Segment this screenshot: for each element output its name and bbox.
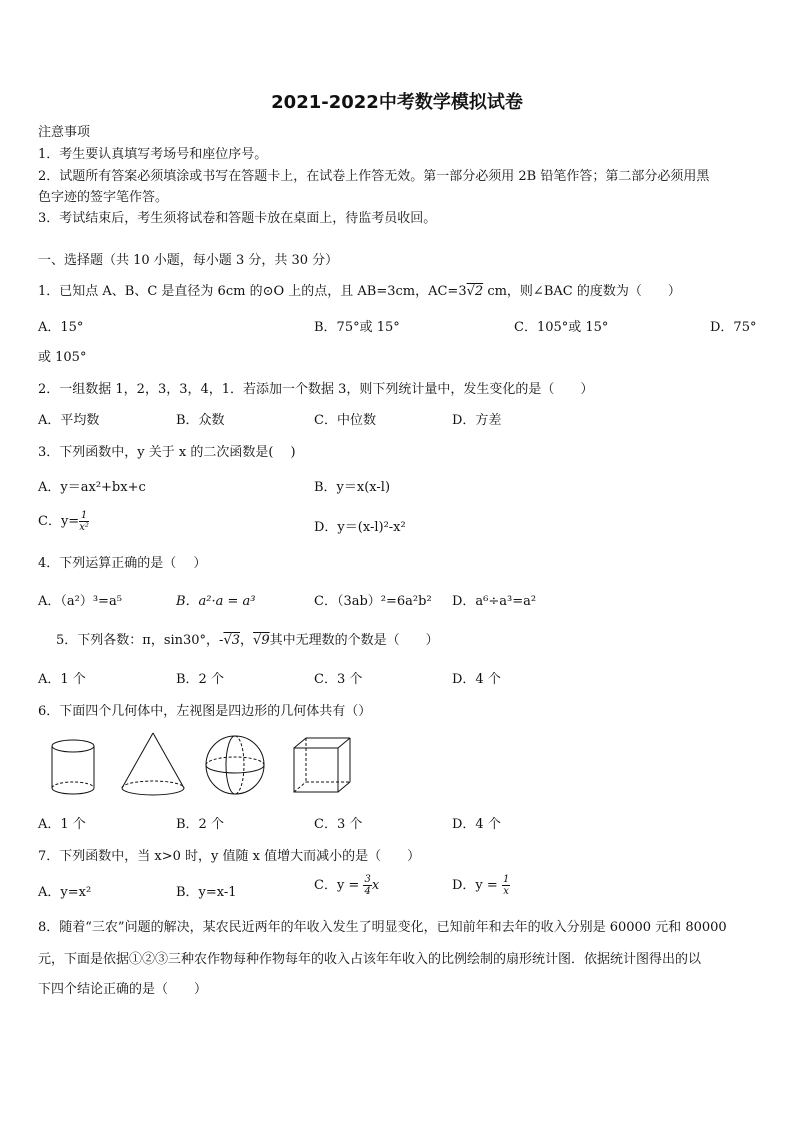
notice-heading: 注意事项 <box>38 125 91 140</box>
q3-option-b: B．y＝x(x-l) <box>314 480 391 495</box>
sqrt-2: √2 <box>466 284 484 299</box>
q7-option-a: A．y=x² <box>38 885 92 900</box>
q6-option-b: B．2 个 <box>176 817 224 832</box>
q4-option-a: A．（a²）³=a⁵ <box>38 594 122 609</box>
q1-option-a: A．15° <box>38 320 84 335</box>
notice-item-2: 2．试题所有答案必须填涂或书写在答题卡上，在试卷上作答无效。第一部分必须用 2B 铅笔作答；第二部分必须用黑 <box>38 169 710 184</box>
sqrt-3: √3 <box>223 633 241 648</box>
question-4-stem: 4．下列运算正确的是（ ） <box>38 556 207 571</box>
question-3-stem: 3．下列函数中，y 关于 x 的二次函数是( ) <box>38 445 296 460</box>
question-6-stem: 6．下面四个几何体中，左视图是四边形的几何体共有（） <box>38 704 372 719</box>
section-heading: 一、选择题（共 10 小题，每小题 3 分，共 30 分） <box>38 253 339 268</box>
question-2-stem: 2．一组数据 1，2，3，3，4，1．若添加一个数据 3，则下列统计量中，发生变化的是（ ） <box>38 382 594 397</box>
question-8-line-3: 下四个结论正确的是（ ） <box>38 982 208 997</box>
q5-option-d: D．4 个 <box>452 672 501 687</box>
cone-figure <box>118 730 188 798</box>
q4-option-c: C．（3ab）²=6a²b² <box>314 594 432 609</box>
q2-option-b: B．众数 <box>176 413 225 428</box>
q1-option-d: D．75° <box>710 320 757 335</box>
question-8-line-1: 8．随着“三农”问题的解决，某农民近两年的年收入发生了明显变化，已知前年和去年的收入分别是 60000 元和 80000 <box>38 920 727 935</box>
notice-item-2-cont: 色字迹的签字笔作答。 <box>38 190 169 205</box>
question-1-stem: 1．已知点 A、B、C 是直径为 6cm 的⊙O 上的点，且 AB=3cm，AC=3√2 cm，则∠BAC 的度数为（ ） <box>38 284 681 299</box>
q6-option-c: C．3 个 <box>314 817 363 832</box>
q7-option-d: D．y = $\frac{1}{x}$ <box>452 874 510 897</box>
q1-option-c: C．105°或 15° <box>514 320 609 335</box>
q5-option-b: B．2 个 <box>176 672 224 687</box>
q1-option-d-cont: 或 105° <box>38 350 87 365</box>
q2-option-a: A．平均数 <box>38 413 100 428</box>
q3-option-d: D．y＝(x-l)²-x² <box>314 520 406 535</box>
q3-option-c: C．y= $\frac{1}{\text{x²}}$ <box>38 510 89 533</box>
sqrt-9: √9 <box>253 633 270 648</box>
q7-option-c: C．y = $\frac{3}{4}$ x <box>314 874 380 897</box>
page-title: 2021-2022中考数学模拟试卷 <box>271 92 523 113</box>
question-5-stem: 5．下列各数：π，sin30°，-√3，√9其中无理数的个数是（ ） <box>56 633 439 648</box>
q1-option-b: B．75°或 15° <box>314 320 400 335</box>
q6-option-a: A．1 个 <box>38 817 86 832</box>
notice-item-1: 1．考生要认真填写考场号和座位序号。 <box>38 147 268 162</box>
cylinder-figure <box>48 738 98 796</box>
q4-option-b: B．a²·a = a³ <box>176 594 256 609</box>
q2-option-d: D．方差 <box>452 413 502 428</box>
q5-option-a: A．1 个 <box>38 672 86 687</box>
fraction: $\frac{1}{x}$ <box>502 874 510 897</box>
question-7-stem: 7．下列函数中，当 x>0 时，y 值随 x 值增大而减小的是（ ） <box>38 849 421 864</box>
cube-figure <box>292 736 352 796</box>
q5-option-c: C．3 个 <box>314 672 363 687</box>
notice-item-3: 3．考试结束后，考生须将试卷和答题卡放在桌面上，待监考员收回。 <box>38 211 437 226</box>
question-8-line-2: 元，下面是依据①②③三种农作物每种作物每年的收入占该年年收入的比例绘制的扇形统计图．依据统计图得出的以 <box>38 952 702 967</box>
q3-option-a: A．y＝ax²+bx+c <box>38 480 146 495</box>
fraction: $\frac{1}{\text{x²}}$ <box>79 510 89 533</box>
q4-option-d: D．a⁶÷a³=a² <box>452 594 537 609</box>
fraction: $\frac{3}{4}$ <box>364 874 371 897</box>
q6-option-d: D．4 个 <box>452 817 501 832</box>
sphere-figure <box>202 734 268 796</box>
q7-option-b: B．y=x-1 <box>176 885 237 900</box>
q2-option-c: C．中位数 <box>314 413 376 428</box>
